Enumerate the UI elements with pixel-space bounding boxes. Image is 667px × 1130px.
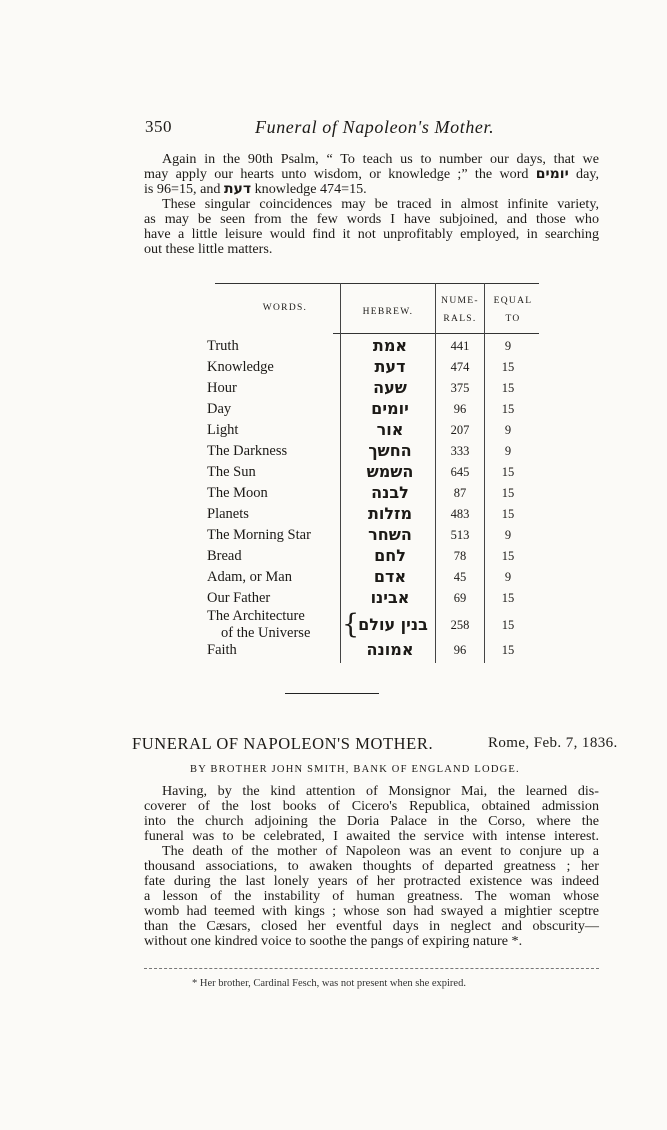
table-row: Our Father אבינו 69 15: [207, 588, 515, 607]
article-paragraph: Having, by the kind attention of Monsignor Mai, the learned dis- coverer of the lost books of Cicero's Republica, obtained admission into the church adjoining the Doria Palace in the Corso, where the funeral was to be celebrated, I awaited the service with intense interest.: [144, 783, 599, 844]
footnote-rule: [144, 968, 599, 969]
page-number: 350: [145, 117, 172, 136]
article-place-date: Rome, Feb. 7, 1836.: [488, 735, 618, 751]
article-title: FUNERAL OF NAPOLEON'S MOTHER. Rome, Feb. 7, 1836.: [132, 734, 618, 753]
intro-line: These singular coincidences may be traced in almost infinite variety,: [162, 196, 599, 212]
table-row: Day יומים 96 15: [207, 399, 515, 418]
table-row: Planets מזלות 483 15: [207, 504, 515, 523]
table-row: Bread לחם 78 15: [207, 546, 515, 565]
header-equal: TO: [505, 314, 521, 324]
table-row: Light אור 207 9: [207, 420, 512, 439]
intro-line: Again in the 90th Psalm, “ To teach us to number our days, that we: [162, 151, 599, 167]
intro-line: out these little matters.: [144, 241, 273, 257]
table-row: The Darkness החשך 333 9: [207, 441, 512, 460]
running-title: Funeral of Napoleon's Mother.: [255, 117, 495, 137]
table-row: Hour שעה 375 15: [207, 378, 515, 397]
header-hebrew: HEBREW.: [362, 307, 414, 317]
header-words: WORDS.: [262, 303, 308, 313]
table-row: The Moon לבנה 87 15: [207, 483, 515, 502]
footnote: * Her brother, Cardinal Fesch, was not present when she expired.: [192, 978, 466, 989]
brace-symbol: {: [342, 609, 360, 640]
table-row: Faith אמונה 96 15: [207, 640, 515, 659]
gematria-table: [205, 283, 545, 663]
table-header-rule: [333, 333, 539, 334]
table-row: The Morning Star השחר 513 9: [207, 525, 512, 544]
table-row: The Architecture of the Universe { בנין עולם 258 15: [207, 608, 515, 641]
table-row: Truth אמת 441 9: [207, 336, 512, 355]
hebrew-word: יומים: [535, 166, 569, 182]
header-numerals: NUME-: [441, 296, 479, 306]
header-numerals: RALS.: [443, 314, 477, 324]
intro-line: have a little leisure would find it not unprofitably employed, in searching: [144, 226, 599, 242]
table-top-rule: [215, 283, 539, 284]
hebrew-word: דעת: [223, 181, 252, 197]
table-row: Adam, or Man אדם 45 9: [207, 567, 512, 586]
table-row: The Sun השמש 645 15: [207, 462, 515, 481]
table-row: Knowledge דעת 474 15: [207, 357, 515, 376]
running-head: [145, 117, 600, 141]
intro-line: is 96=15, and דעת knowledge 474=15.: [144, 181, 367, 197]
article-paragraph: The death of the mother of Napoleon was an event to conjure up a thousand associations, to awaken thoughts of departed greatness ; her fate during the last lonely years of her protracted existence was indeed a lesson of the instability of human greatness. The woman whose womb had teemed with kings ; whose son had swayed a mightier sceptre than the Cæsars, closed her eventful days in neglect and obscurity— without one kindred voice to soothe the pangs of expiring nature *.: [144, 843, 599, 949]
intro-paragraph: [144, 152, 599, 257]
section-divider: [285, 693, 379, 694]
article-byline: BY BROTHER JOHN SMITH, BANK OF ENGLAND LODGE.: [190, 764, 520, 775]
header-equal: EQUAL: [493, 296, 533, 306]
intro-line: as may be seen from the few words I have subjoined, and those who: [144, 211, 599, 227]
intro-line: may apply our hearts unto wisdom, or knowledge ;” the word יומים day,: [144, 166, 600, 182]
